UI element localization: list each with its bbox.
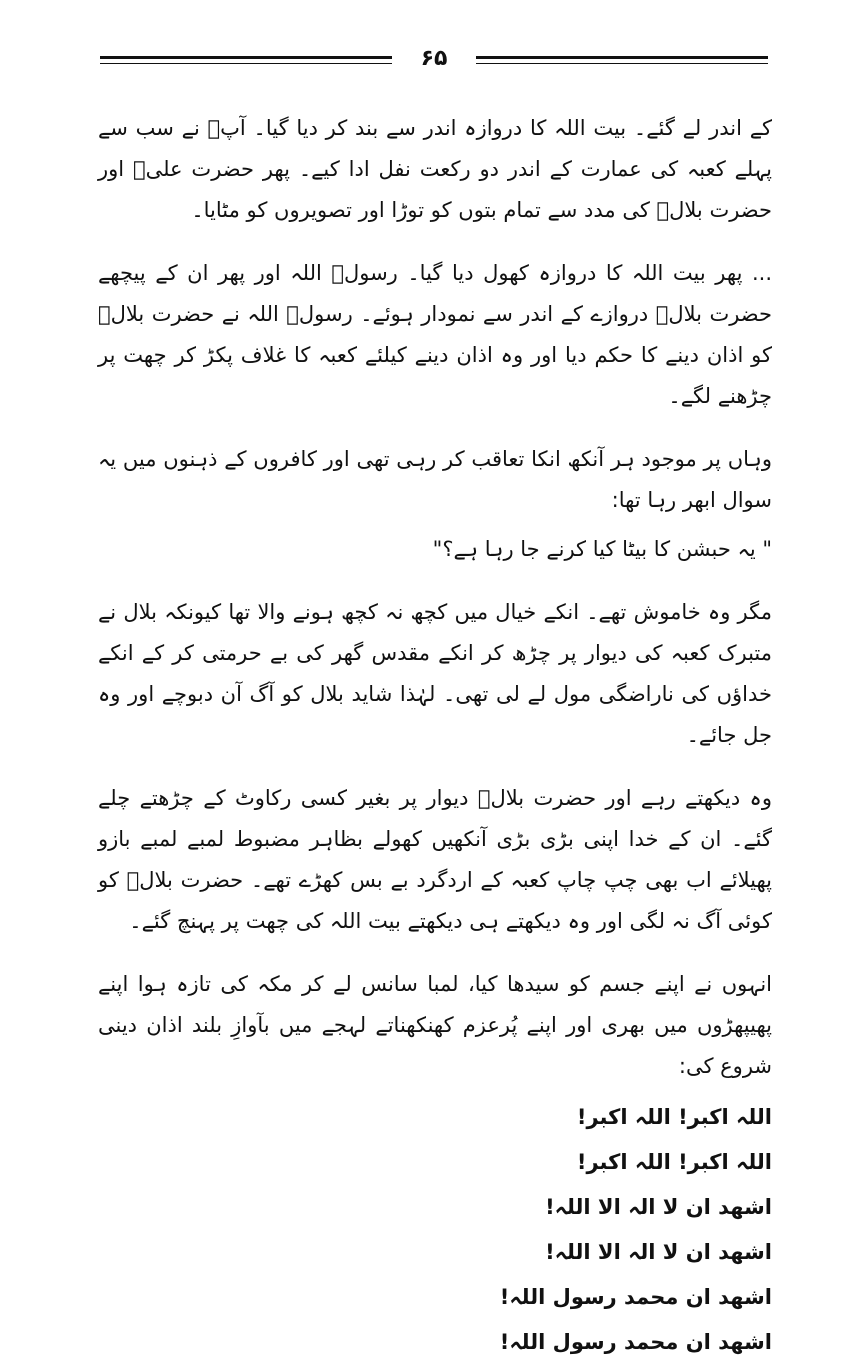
page-number: ۶۵ bbox=[420, 46, 448, 71]
header-rule-right bbox=[476, 56, 768, 64]
azan-block bbox=[98, 1095, 772, 1365]
header-rule-left bbox=[100, 56, 392, 64]
azan-line: اشھد ان لا الہ الا اللہ! bbox=[545, 1240, 772, 1264]
azan-line: اللہ اکبر! اللہ اکبر! bbox=[576, 1150, 772, 1174]
quote-question: " یہ حبشن کا بیٹا کیا کرنے جا رہا ہے؟" bbox=[432, 537, 772, 561]
paragraph-azan-start: انہوں نے اپنے جسم کو سیدھا کیا، لمبا سانس لے کر مکہ کی تازہ ہوا اپنے پھیپھڑوں میں بھری اور اپنے پُرعزم کھنکھناتے لہجے میں بآوازِ بلند اذان دینی شروع کی: bbox=[98, 972, 772, 1078]
page-header bbox=[100, 42, 768, 82]
paragraph-silence: مگر وہ خاموش تھے۔ انکے خیال میں کچھ نہ کچھ ہونے والا تھا کیونکہ بلال نے متبرک کعبہ کی دیوار پر چڑھ کر انکے مقدس گھر کی بے حرمتی کر کے انکے خداؤں کی ناراضگی مول لے لی تھی۔ لہٰذا شاید بلال کو آگ آن دبوچے اور وہ جل جائے۔ bbox=[98, 600, 772, 747]
paragraph-door-opened: ... پھر بیت اللہ کا دروازہ کھول دیا گیا۔ رسولؐ اللہ اور پھر ان کے پیچھے حضرت بلالؓ دروازے کے اندر سے نمودار ہوئے۔ رسولؐ اللہ نے حضرت بلالؓ کو اذان دینے کا حکم دیا اور وہ اذان دینے کیلئے کعبہ کا غلاف پکڑ کر چھت پر چڑھنے لگے۔ bbox=[98, 261, 772, 408]
azan-line: اشھد ان محمد رسول اللہ! bbox=[499, 1285, 772, 1309]
paragraph-climbing: وہ دیکھتے رہے اور حضرت بلالؓ دیوار پر بغیر کسی رکاوٹ کے چڑھتے چلے گئے۔ ان کے خدا اپنی بڑی بڑی آنکھیں کھولے بظاہر مضبوط لمبے لمبے بازو پھیلائے اب بھی چپ چاپ کعبہ کے اردگرد بے بس کھڑے تھے۔ حضرت بلالؓ کو کوئی آگ نہ لگی اور وہ دیکھتے ہی دیکھتے بیت اللہ کی چھت پر پہنچ گئے۔ bbox=[98, 786, 772, 933]
azan-line: اشھد ان لا الہ الا اللہ! bbox=[545, 1195, 772, 1219]
azan-line: اللہ اکبر! اللہ اکبر! bbox=[576, 1105, 772, 1129]
paragraph-eyes-following: وہاں پر موجود ہر آنکھ انکا تعاقب کر رہی تھی اور کافروں کے ذہنوں میں یہ سوال ابھر رہا تھا: bbox=[98, 447, 772, 512]
paragraph-entering-kaaba: کے اندر لے گئے۔ بیت اللہ کا دروازہ اندر سے بند کر دیا گیا۔ آپؐ نے سب سے پہلے کعبہ کی عمارت کے اندر دو رکعت نفل ادا کیے۔ پھر حضرت علیؓ اور حضرت بلالؓ کی مدد سے تمام بتوں کو توڑا اور تصویروں کو مٹایا۔ bbox=[98, 116, 772, 222]
azan-line: اشھد ان محمد رسول اللہ! bbox=[499, 1330, 772, 1354]
page-body bbox=[98, 108, 772, 1365]
